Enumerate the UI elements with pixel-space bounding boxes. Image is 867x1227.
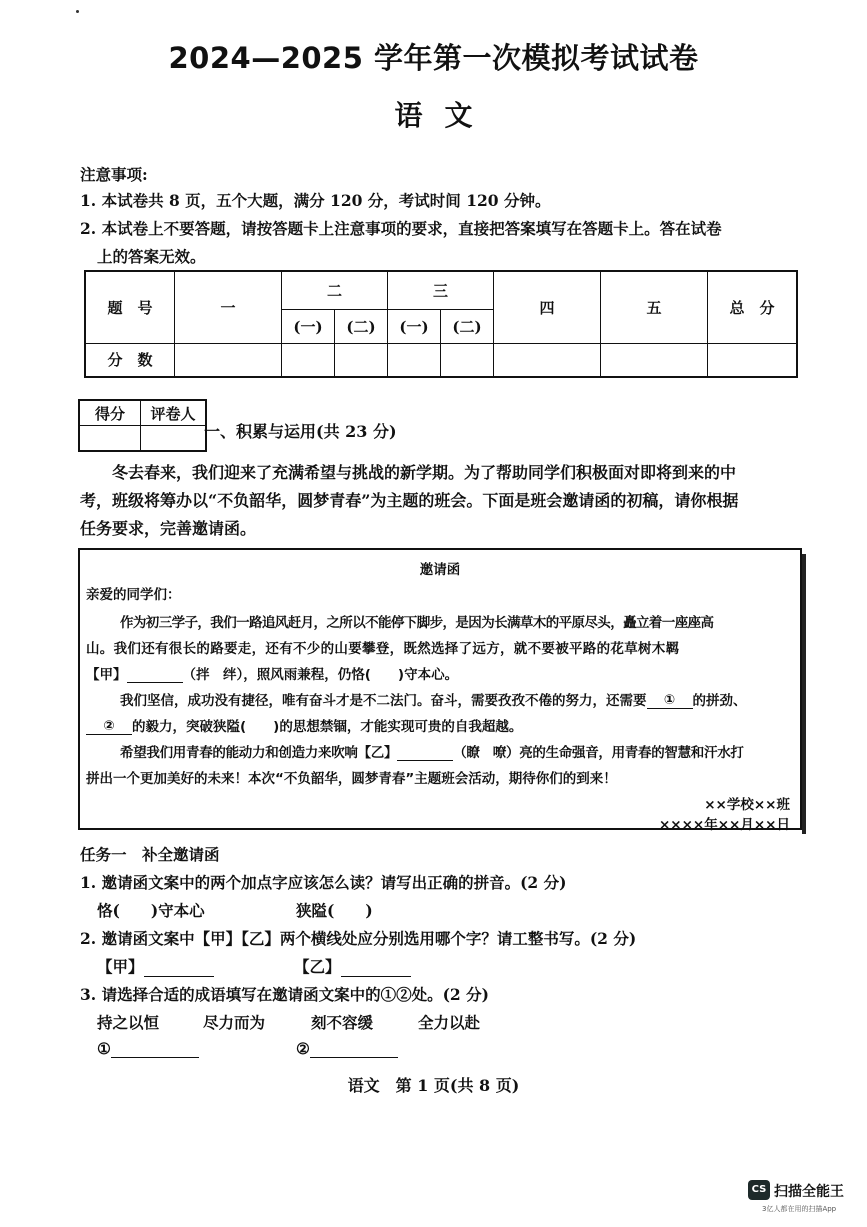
idiom-option-2: 尽力而为: [203, 1013, 266, 1032]
question-2-answer-b: [294, 955, 411, 977]
page-footer: 语文 第 1 页(共 8 页): [347, 1076, 520, 1095]
score-cell: [708, 343, 798, 377]
question-2-label-b: 【乙】: [294, 957, 341, 976]
notice-item-1: 1. 本试卷共 8 页，五个大题，满分 120 分，考试时间 120 分钟。: [80, 191, 551, 210]
col-section-2: 二: [282, 271, 388, 309]
question-3-label-b: ②: [296, 1039, 310, 1058]
question-1-blank-b: 狭隘( ): [296, 901, 373, 920]
invitation-p2-text-end: 的拼劲、: [692, 693, 747, 709]
invitation-p1-line3: [86, 663, 458, 683]
invitation-p2-line1: [120, 689, 747, 709]
question-1-blank-a: 恪( )守本心: [97, 901, 205, 920]
idiom-option-3: 刻不容缓: [311, 1013, 374, 1032]
score-cell: [175, 343, 282, 377]
intro-line-3: 任务要求，完善邀请函。: [80, 519, 257, 538]
invitation-date: ××××年××月××日: [659, 817, 790, 833]
score-cell: [335, 343, 388, 377]
col-3-sub-1: (一): [388, 309, 441, 343]
notice-item-2-cont: 上的答案无效。: [97, 247, 206, 266]
col-section-3: 三: [388, 271, 494, 309]
invitation-signature: ××学校××班: [704, 797, 790, 813]
answer-line: [111, 1057, 199, 1058]
section-1-title: 一、积累与运用(共 23 分): [204, 422, 397, 441]
question-3-label-a: ①: [97, 1039, 111, 1058]
scanner-logo-icon: CS: [748, 1180, 770, 1200]
section-1-intro: [80, 459, 802, 543]
col-2-sub-2: (二): [335, 309, 388, 343]
invitation-p1-line2: 山。我们还有很长的路要走，还有不少的山要攀登，既然选择了远方，就不要被平路的花草树木羁: [86, 641, 680, 657]
question-3: 3. 请选择合适的成语填写在邀请函文案中的①②处。(2 分): [80, 985, 489, 1004]
box-edge-shadow: [802, 554, 806, 834]
score-cell: [494, 343, 601, 377]
grader-score-label: 得分: [79, 400, 141, 426]
question-1: 1. 邀请函文案中的两个加点字应该怎么读？请写出正确的拼音。(2 分): [80, 873, 567, 892]
question-2-label-a: 【甲】: [97, 957, 144, 976]
col-2-sub-1: (一): [282, 309, 335, 343]
invitation-greeting: 亲爱的同学们：: [86, 587, 181, 603]
invitation-title: 邀请函: [419, 562, 461, 578]
grader-reviewer-cell: [141, 426, 207, 452]
col-total: 总 分: [708, 271, 798, 343]
score-cell: [601, 343, 708, 377]
score-cell: [282, 343, 335, 377]
notice-item-2: 2. 本试卷上不要答题，请按答题卡上注意事项的要求，直接把答案填写在答题卡上。答在试卷: [80, 219, 722, 238]
grader-reviewer-label: 评卷人: [141, 400, 207, 426]
scanner-tagline: 3亿人都在用的扫描App: [762, 1205, 837, 1213]
invitation-p2-line2-rest: 的毅力，突破狭隘( )的思想禁锢，才能实现可贵的自我超越。: [132, 719, 523, 735]
invitation-p1-line3-rest: （拌 绊），照风雨兼程，仍恪( )守本心。: [182, 667, 459, 683]
scanner-app-name: 扫描全能王: [774, 1184, 844, 1200]
idiom-option-1: 持之以恒: [97, 1013, 160, 1032]
exam-title: 2024—2025 学年第一次模拟考试试卷: [168, 41, 699, 75]
invitation-box: [78, 548, 802, 833]
task-1-title: 任务一 补全邀请函: [80, 845, 220, 864]
blank-jia-label: 【甲】: [86, 667, 127, 683]
answer-line: [341, 976, 411, 977]
invitation-p2-line2: [86, 715, 522, 735]
col-section-1: 一: [175, 271, 282, 343]
grader-score-cell: [79, 426, 141, 452]
invitation-p1-line1: 作为初三学子，我们一路追风赶月，之所以不能停下脚步，是因为长满草木的平原尽头，矗立着一座座高: [120, 615, 714, 631]
invitation-p3-text-end: （瞭 嘹）亮的生命强音，用青春的智慧和汗水打: [453, 745, 744, 761]
score-cell: [441, 343, 494, 377]
question-3-answer-a: [97, 1039, 199, 1058]
score-cell: [388, 343, 441, 377]
blank-1: ①: [647, 692, 693, 709]
score-table: [84, 270, 798, 378]
intro-line-1: 冬去春来，我们迎来了充满希望与挑战的新学期。为了帮助同学们积极面对即将到来的中: [112, 463, 737, 482]
question-2-answer-a: [97, 955, 214, 977]
scan-speck: [76, 10, 79, 13]
answer-line: [144, 976, 214, 977]
blank-jia: [127, 682, 183, 683]
blank-yi: [397, 760, 453, 761]
row-label-score: 分 数: [85, 343, 175, 377]
row-label-number: 题 号: [85, 271, 175, 343]
idiom-option-4: 全力以赴: [418, 1013, 481, 1032]
answer-line: [310, 1057, 398, 1058]
col-section-4: 四: [494, 271, 601, 343]
invitation-p2-text: 我们坚信，成功没有捷径，唯有奋斗才是不二法门。奋斗，需要孜孜不倦的努力，还需要: [120, 693, 647, 709]
grader-box: [78, 399, 207, 452]
intro-line-2: 考，班级将筹办以“不负韶华，圆梦青春”为主题的班会。下面是班会邀请函的初稿，请你根据: [80, 491, 739, 510]
question-3-answer-b: [296, 1039, 398, 1058]
invitation-p3-line1: [120, 741, 744, 761]
question-2: 2. 邀请函文案中【甲】【乙】两个横线处应分别选用哪个字？请工整书写。(2 分): [80, 929, 637, 948]
invitation-p3-text: 希望我们用青春的能动力和创造力来吹响【乙】: [120, 745, 398, 761]
col-section-5: 五: [601, 271, 708, 343]
blank-2: ②: [86, 718, 132, 735]
col-3-sub-2: (二): [441, 309, 494, 343]
notice-heading: 注意事项:: [80, 165, 148, 184]
invitation-p3-line2: 拼出一个更加美好的未来！本次“不负韶华，圆梦青春”主题班会活动，期待你们的到来！: [86, 771, 617, 787]
subject-title: 语文: [394, 99, 495, 132]
